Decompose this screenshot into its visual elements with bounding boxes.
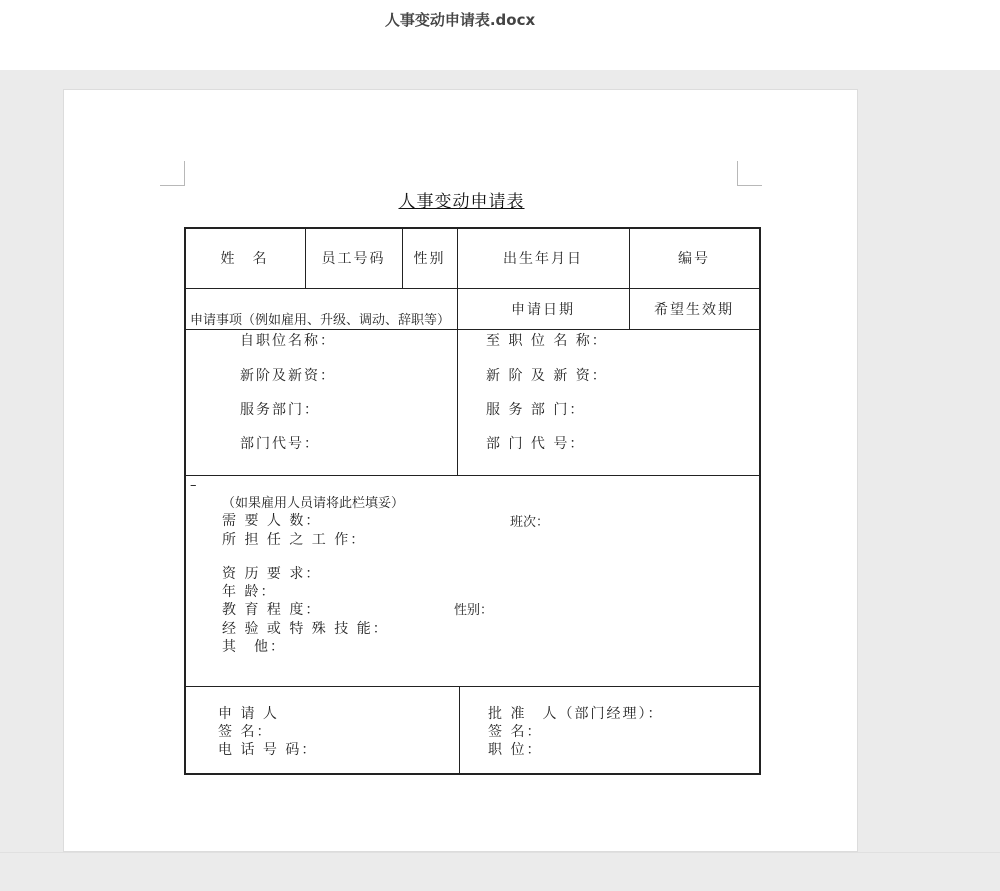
table-border (184, 227, 186, 775)
header-birth-date: 出生年月日 (503, 251, 583, 267)
applicant-title: 申 请 人 (218, 706, 279, 722)
age-label: 年 龄： (222, 584, 277, 600)
table-border (759, 227, 761, 775)
applicant-sign-label: 签 名： (218, 724, 273, 740)
hire-dash: – (190, 478, 197, 493)
margin-corner-mark (737, 161, 762, 186)
header-serial: 编号 (678, 251, 710, 267)
approver-sign-label: 签 名： (488, 724, 543, 740)
table-rule (184, 475, 761, 476)
approver-position-label: 职 位： (488, 742, 543, 758)
header-employee-no: 员工号码 (321, 251, 386, 267)
hire-note: （如果雇用人员请将此栏填妥） (222, 496, 405, 511)
shift-label: 班次： (510, 515, 550, 530)
request-item-label: 申请事项（例如雇用、升级、调动、辞职等） (190, 313, 451, 328)
duty-label: 所 担 任 之 工 作： (222, 532, 367, 548)
to-dept-label: 服 务 部 门： (486, 402, 586, 418)
approver-title: 批 准 人（部门经理）： (488, 706, 664, 722)
table-rule (459, 686, 460, 774)
status-bar (0, 852, 1000, 891)
education-label: 教 育 程 度： (222, 602, 322, 618)
from-salary-label: 新阶及新资： (240, 368, 336, 384)
table-border (184, 773, 761, 775)
title-bar (0, 0, 1000, 70)
headcount-label: 需 要 人 数： (222, 513, 322, 529)
form-title: 人事变动申请表 (398, 192, 525, 212)
gender-label: 性别： (454, 603, 494, 618)
to-position-label: 至 职 位 名 称： (486, 333, 608, 349)
table-rule (184, 686, 761, 687)
from-dept-label: 服务部门： (240, 402, 320, 418)
form-table (184, 227, 761, 775)
table-rule (184, 288, 761, 289)
qualification-label: 资 历 要 求： (222, 566, 322, 582)
table-border (184, 227, 761, 229)
to-salary-label: 新 阶 及 新 资： (486, 368, 608, 384)
from-dept-code-label: 部门代号： (240, 436, 320, 452)
effective-date-label: 希望生效期 (654, 302, 734, 318)
to-dept-code-label: 部 门 代 号： (486, 436, 586, 452)
margin-corner-mark (160, 161, 185, 186)
applicant-phone-label: 电 话 号 码： (218, 742, 318, 758)
header-name: 姓 名 (220, 251, 269, 267)
header-gender: 性别 (413, 251, 446, 267)
document-page[interactable] (63, 89, 858, 852)
from-position-label: 自职位名称： (240, 333, 336, 349)
document-title: 人事变动申请表.docx (384, 11, 536, 29)
apply-date-label: 申请日期 (511, 302, 575, 318)
skills-label: 经 验 或 特 殊 技 能： (222, 621, 389, 637)
other-label: 其 他： (222, 639, 286, 655)
